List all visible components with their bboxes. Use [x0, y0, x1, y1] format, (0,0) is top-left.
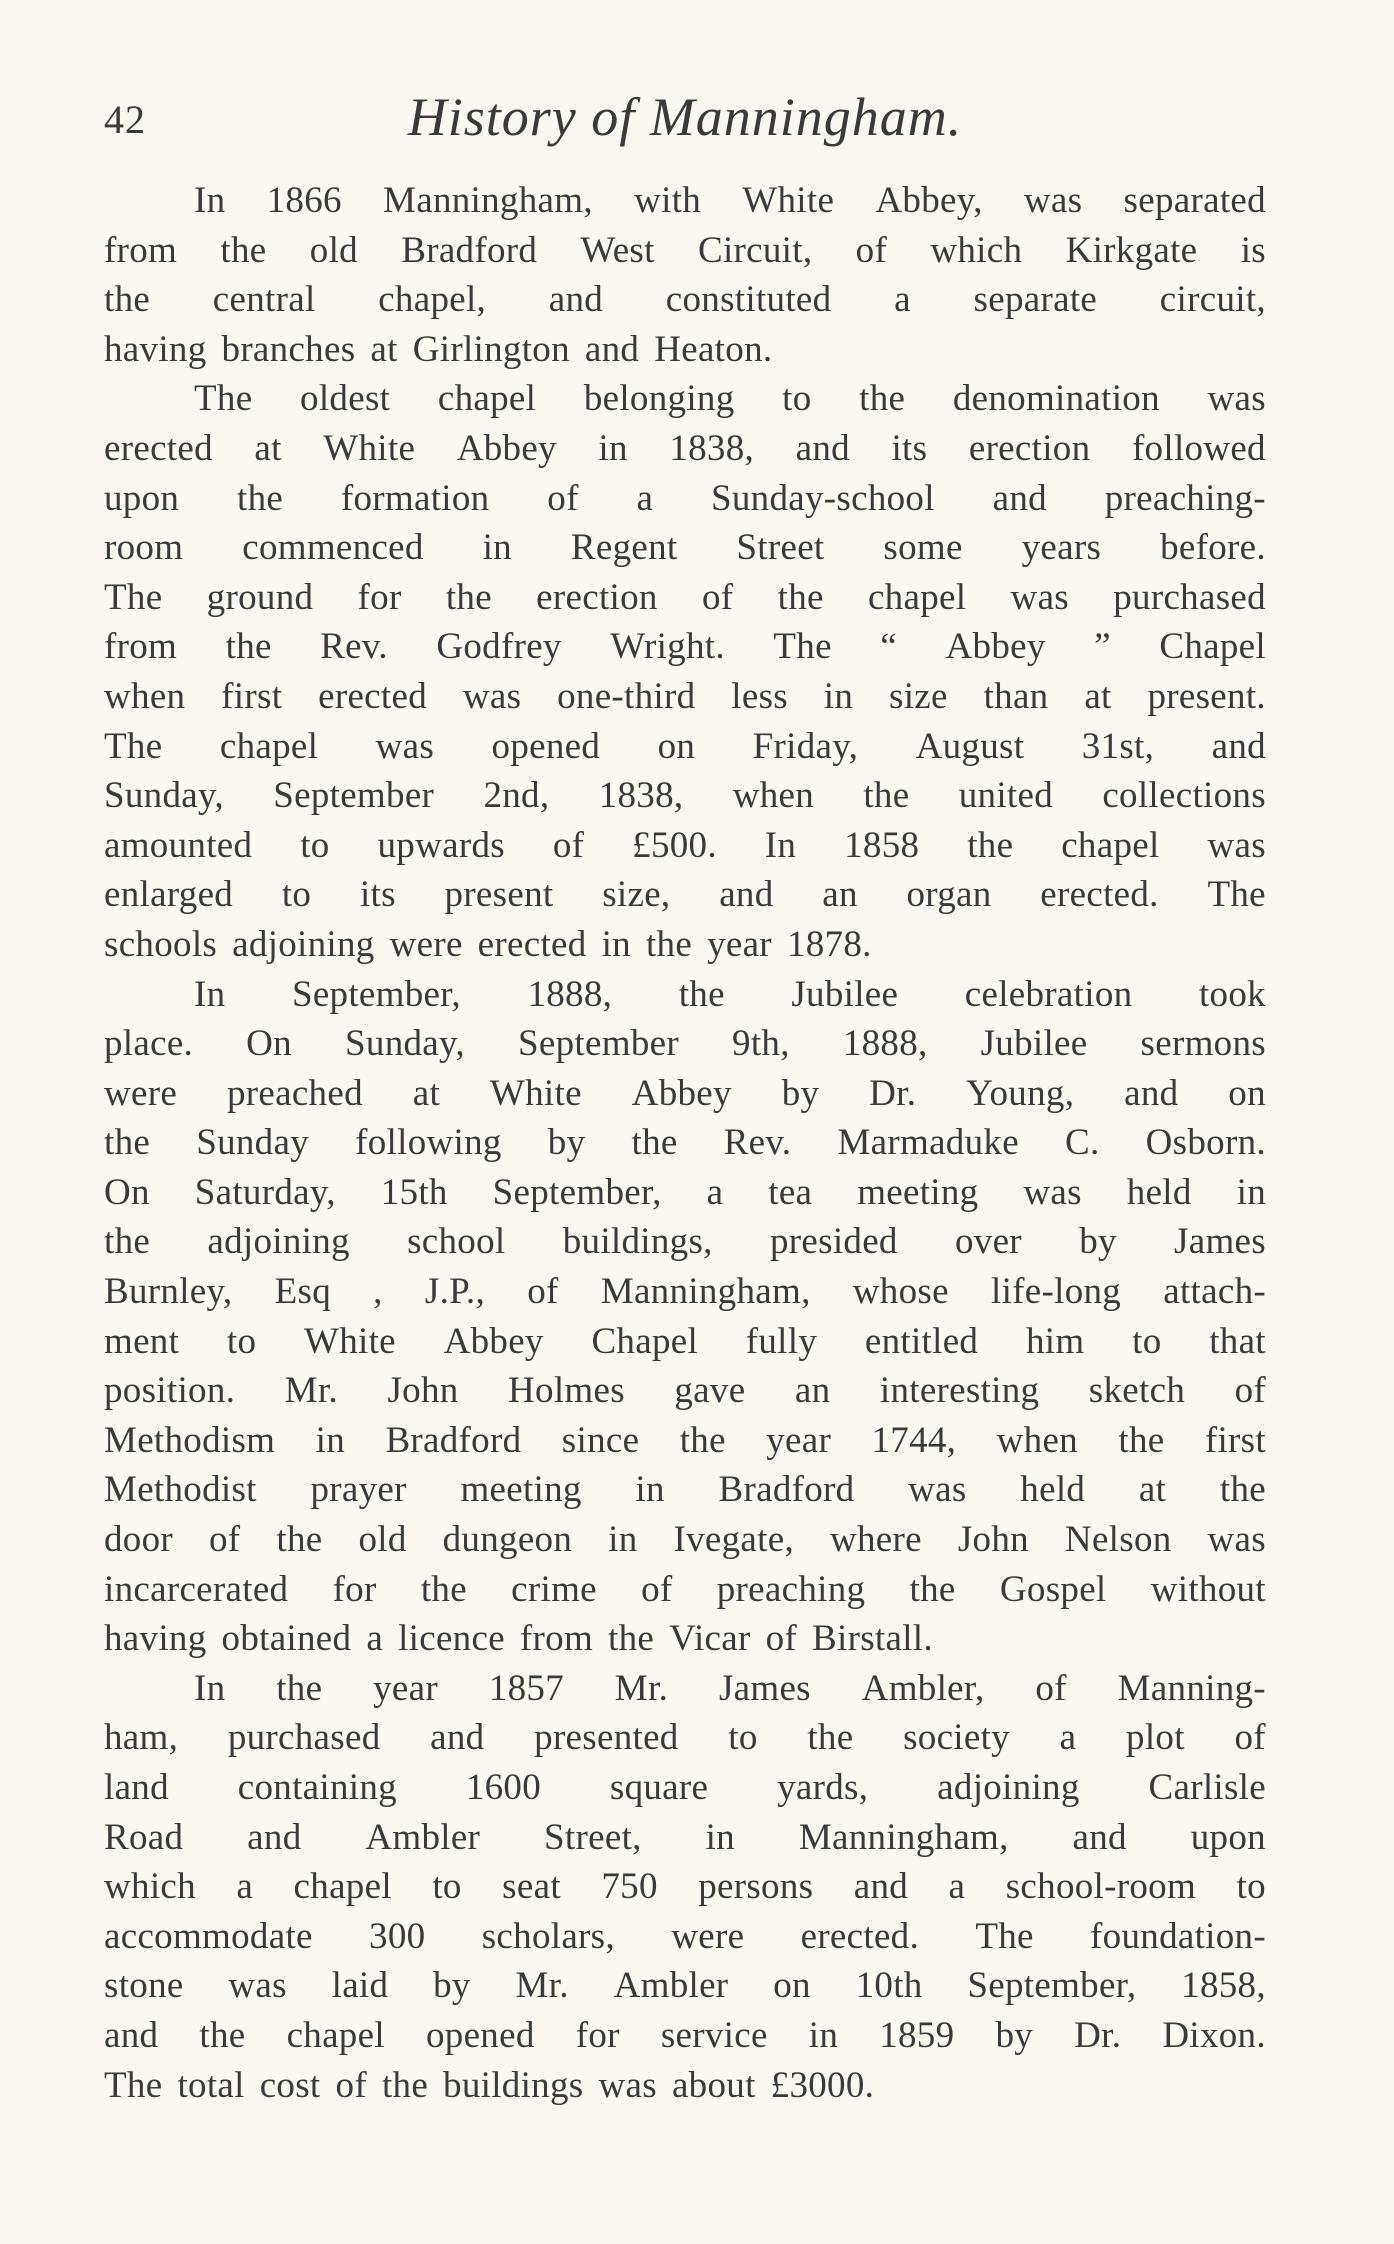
text-line: Methodism in Bradford since the year 1744, when the first: [104, 1419, 1266, 1461]
text-line: In September, 1888, the Jubilee celebration took: [194, 973, 1266, 1015]
text-line: The total cost of the buildings was about £3000.: [104, 2064, 875, 2106]
text-line: land containing 1600 square yards, adjoining Carlisle: [104, 1767, 1266, 1808]
text-line: In 1866 Manningham, with White Abbey, was separated: [194, 180, 1266, 221]
text-line: schools adjoining were erected in the year 1878.: [104, 923, 872, 965]
text-line: ham, purchased and presented to the society a plot of: [104, 1717, 1266, 1759]
text-line: having branches at Girlington and Heaton.: [104, 328, 773, 370]
text-line: stone was laid by Mr. Ambler on 10th September, 1858,: [104, 1965, 1266, 2007]
text-line: room commenced in Regent Street some years before.: [104, 527, 1266, 569]
text-line: Sunday, September 2nd, 1838, when the united collections: [104, 775, 1266, 817]
text-line: ment to White Abbey Chapel fully entitled him to that: [104, 1320, 1266, 1362]
text-line: from the Rev. Godfrey Wright. The “ Abbey ” Chapel: [104, 626, 1266, 668]
text-line: The chapel was opened on Friday, August 31st, and: [104, 725, 1266, 767]
text-line: were preached at White Abbey by Dr. Young, and on: [104, 1072, 1266, 1114]
text-line: having obtained a licence from the Vicar of Birstall.: [104, 1618, 933, 1660]
text-line: accommodate 300 scholars, were erected. The foundation-: [104, 1915, 1266, 1957]
text-line: The oldest chapel belonging to the denomination was: [194, 378, 1266, 420]
text-line: which a chapel to seat 750 persons and a school-room to: [104, 1866, 1266, 1908]
text-line: In the year 1857 Mr. James Ambler, of Manning-: [194, 1667, 1266, 1709]
text-line: from the old Bradford West Circuit, of which Kirkgate is: [104, 229, 1266, 271]
text-line: the adjoining school buildings, presided over by James: [104, 1221, 1266, 1263]
paragraph: [104, 374, 1266, 969]
text-line: the central chapel, and constituted a separate circuit,: [104, 279, 1266, 321]
text-line: when first erected was one-third less in size than at present.: [104, 675, 1266, 717]
text-line: and the chapel opened for service in 1859 by Dr. Dixon.: [104, 2014, 1266, 2056]
body-text: [104, 176, 1266, 2110]
text-line: On Saturday, 15th September, a tea meeting was held in: [104, 1171, 1266, 1213]
text-line: Burnley, Esq , J.P., of Manningham, whose life-long attach-: [104, 1271, 1266, 1313]
text-line: incarcerated for the crime of preaching the Gospel without: [104, 1568, 1266, 1610]
text-line: door of the old dungeon in Ivegate, where John Nelson was: [104, 1519, 1266, 1561]
paragraph: [104, 970, 1266, 1664]
text-line: erected at White Abbey in 1838, and its erection followed: [104, 427, 1266, 469]
page-number: 42: [104, 97, 146, 142]
paragraph: [104, 1664, 1266, 2110]
text-line: enlarged to its present size, and an organ erected. The: [104, 874, 1266, 916]
text-line: amounted to upwards of £500. In 1858 the chapel was: [104, 824, 1266, 866]
text-line: place. On Sunday, September 9th, 1888, Jubilee sermons: [104, 1023, 1266, 1065]
text-line: upon the formation of a Sunday-school and preaching-: [104, 477, 1266, 519]
text-line: the Sunday following by the Rev. Marmaduke C. Osborn.: [104, 1122, 1266, 1164]
text-line: The ground for the erection of the chapel was purchased: [104, 576, 1266, 618]
text-line: Road and Ambler Street, in Manningham, and upon: [104, 1816, 1266, 1858]
running-head: [104, 86, 1266, 166]
text-line: position. Mr. John Holmes gave an interesting sketch of: [104, 1370, 1266, 1412]
paragraph: [104, 176, 1266, 374]
page-title: History of Manningham.: [407, 87, 963, 147]
text-line: Methodist prayer meeting in Bradford was held at the: [104, 1469, 1266, 1511]
